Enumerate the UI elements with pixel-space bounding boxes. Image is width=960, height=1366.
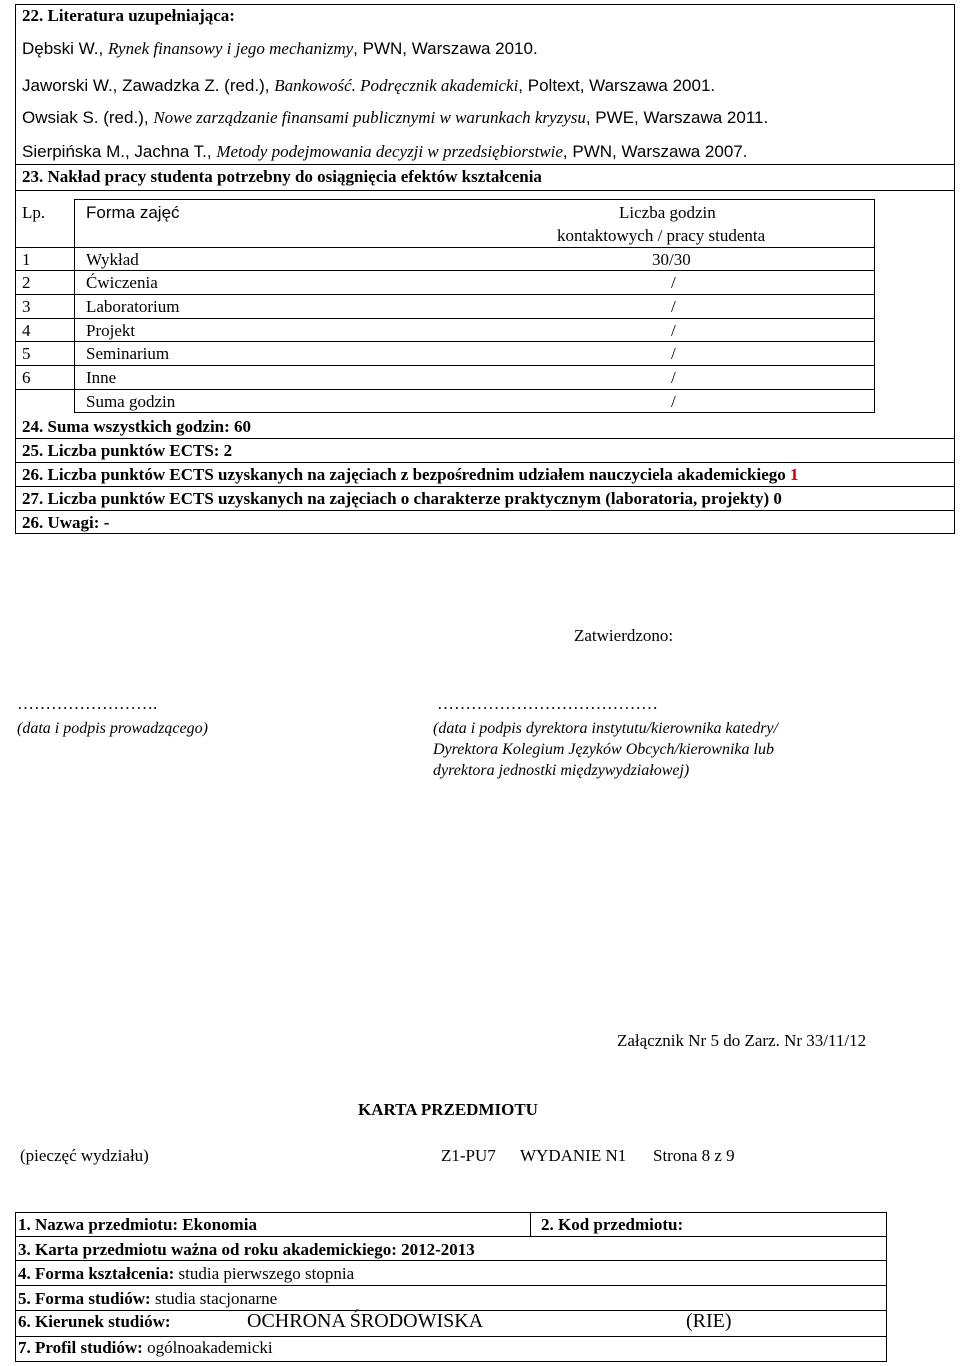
form-code: Z1-PU7 bbox=[441, 1146, 496, 1165]
row-hours: / bbox=[671, 297, 676, 316]
row-divider bbox=[15, 318, 875, 319]
edition-label: WYDANIE N1 bbox=[520, 1146, 627, 1165]
col-form-header: Forma zajęć bbox=[86, 203, 180, 222]
col-lp-header: Lp. bbox=[22, 203, 46, 222]
info-row-divider bbox=[15, 1285, 887, 1286]
row-lp: 1 bbox=[22, 250, 31, 269]
info-row-divider bbox=[15, 1336, 887, 1337]
literature-heading: 22. Literatura uzupełniająca: bbox=[22, 6, 235, 25]
left-signature-dots: ……………………. bbox=[17, 694, 158, 713]
row-hours: / bbox=[671, 273, 676, 292]
row-form: Suma godzin bbox=[86, 392, 176, 411]
document-title: KARTA PRZEDMIOTU bbox=[358, 1100, 538, 1119]
row-hours: / bbox=[671, 368, 676, 387]
divider bbox=[15, 510, 955, 511]
study-form: 5. Forma studiów: studia stacjonarne bbox=[18, 1289, 278, 1308]
right-signature-dots: ………………………………… bbox=[437, 694, 658, 713]
info-col-divider bbox=[530, 1212, 531, 1236]
field-of-study-code: (RIE) bbox=[686, 1310, 732, 1332]
course-code: 2. Kod przedmiotu: bbox=[541, 1215, 684, 1234]
remarks: 26. Uwagi: - bbox=[22, 513, 110, 532]
workload-heading: 23. Nakład pracy studenta potrzebny do osiągnięcia efektów kształcenia bbox=[22, 167, 542, 186]
row-divider bbox=[15, 294, 875, 295]
education-form: 4. Forma kształcenia: studia pierwszego stopnia bbox=[18, 1264, 355, 1283]
col-hours-header-1: Liczba godzin bbox=[619, 203, 716, 222]
row-divider bbox=[15, 341, 875, 342]
info-row-divider bbox=[15, 1260, 887, 1261]
row-form: Seminarium bbox=[86, 344, 170, 363]
col-hours-header-2: kontaktowych / pracy studenta bbox=[557, 226, 766, 245]
divider bbox=[15, 486, 955, 487]
row-lp: 3 bbox=[22, 297, 31, 316]
row-lp: 6 bbox=[22, 368, 31, 387]
row-lp: 2 bbox=[22, 273, 31, 292]
sum-hours: 24. Suma wszystkich godzin: 60 bbox=[22, 417, 252, 436]
annex-label: Załącznik Nr 5 do Zarz. Nr 33/11/12 bbox=[617, 1031, 867, 1050]
row-form: Inne bbox=[86, 368, 117, 387]
lit-border-left bbox=[15, 4, 16, 534]
divider bbox=[15, 462, 955, 463]
info-table-left bbox=[15, 1212, 16, 1362]
lit-border-right bbox=[954, 4, 955, 534]
row-divider bbox=[15, 270, 875, 271]
table-right bbox=[874, 199, 875, 413]
row-hours: / bbox=[671, 321, 676, 340]
table-left bbox=[74, 199, 75, 413]
right-signature-caption-1: (data i podpis dyrektora instytutu/kierownika katedry/ bbox=[433, 720, 778, 737]
row-form: Projekt bbox=[86, 321, 136, 340]
valid-year: 3. Karta przedmiotu ważna od roku akademickiego: 2012-2013 bbox=[18, 1240, 475, 1259]
lit-border-bottom bbox=[15, 533, 955, 534]
row-hours: / bbox=[671, 392, 676, 411]
page-number: Strona 8 z 9 bbox=[653, 1146, 735, 1165]
lit-border-top bbox=[15, 4, 955, 5]
sec23-divider bbox=[15, 164, 955, 165]
right-signature-caption-3: dyrektora jednostki międzywydziałowej) bbox=[433, 762, 690, 779]
literature-item-2: Jaworski W., Zawadzka Z. (red.), Bankowość. Podręcznik akademicki, Poltext, Warszawa 2001. bbox=[22, 76, 716, 95]
row-hours: 30/30 bbox=[652, 250, 691, 269]
divider bbox=[15, 438, 955, 439]
sec23-bottom bbox=[15, 190, 955, 191]
field-of-study: 6. Kierunek studiów: bbox=[18, 1312, 171, 1331]
row-form: Ćwiczenia bbox=[86, 273, 158, 292]
row-lp: 4 bbox=[22, 321, 31, 340]
study-profile: 7. Profil studiów: ogólnoakademicki bbox=[18, 1338, 273, 1357]
info-row-divider bbox=[15, 1236, 887, 1237]
literature-item-4: Sierpińska M., Jachna T., Metody podejmowania decyzji w przedsiębiorstwie, PWN, Warszawa 2007. bbox=[22, 142, 748, 161]
course-name: 1. Nazwa przedmiotu: Ekonomia bbox=[18, 1215, 257, 1234]
row-form: Laboratorium bbox=[86, 297, 180, 316]
info-table-top bbox=[15, 1212, 887, 1213]
right-signature-caption-2: Dyrektora Kolegium Języków Obcych/kierownika lub bbox=[433, 741, 774, 758]
ects-contact: 26. Liczba punktów ECTS uzyskanych na zajęciach z bezpośrednim udziałem nauczyciela akademickiego 1 bbox=[22, 465, 799, 484]
literature-item-1: Dębski W., Rynek finansowy i jego mechanizmy, PWN, Warszawa 2010. bbox=[22, 39, 538, 58]
row-form: Wykład bbox=[86, 250, 139, 269]
left-signature-caption: (data i podpis prowadzącego) bbox=[17, 720, 208, 737]
table-top bbox=[74, 199, 875, 200]
row-hours: / bbox=[671, 344, 676, 363]
literature-item-3: Owsiak S. (red.), Nowe zarządzanie finansami publicznymi w warunkach kryzysu, PWE, Warszawa 2011. bbox=[22, 108, 769, 127]
approval-label: Zatwierdzono: bbox=[574, 626, 674, 645]
ects-points: 25. Liczba punktów ECTS: 2 bbox=[22, 441, 233, 460]
stamp-label: (pieczęć wydziału) bbox=[20, 1146, 149, 1165]
row-divider bbox=[15, 389, 875, 390]
row-divider bbox=[15, 247, 875, 248]
field-of-study-value: OCHRONA ŚRODOWISKA bbox=[247, 1310, 484, 1332]
info-table-bottom bbox=[15, 1361, 887, 1362]
info-table-right bbox=[886, 1212, 887, 1362]
row-lp: 5 bbox=[22, 344, 31, 363]
table-bottom bbox=[74, 412, 875, 413]
row-divider bbox=[15, 365, 875, 366]
ects-practical: 27. Liczba punktów ECTS uzyskanych na zajęciach o charakterze praktycznym (laboratoria, projekty) 0 bbox=[22, 489, 782, 508]
